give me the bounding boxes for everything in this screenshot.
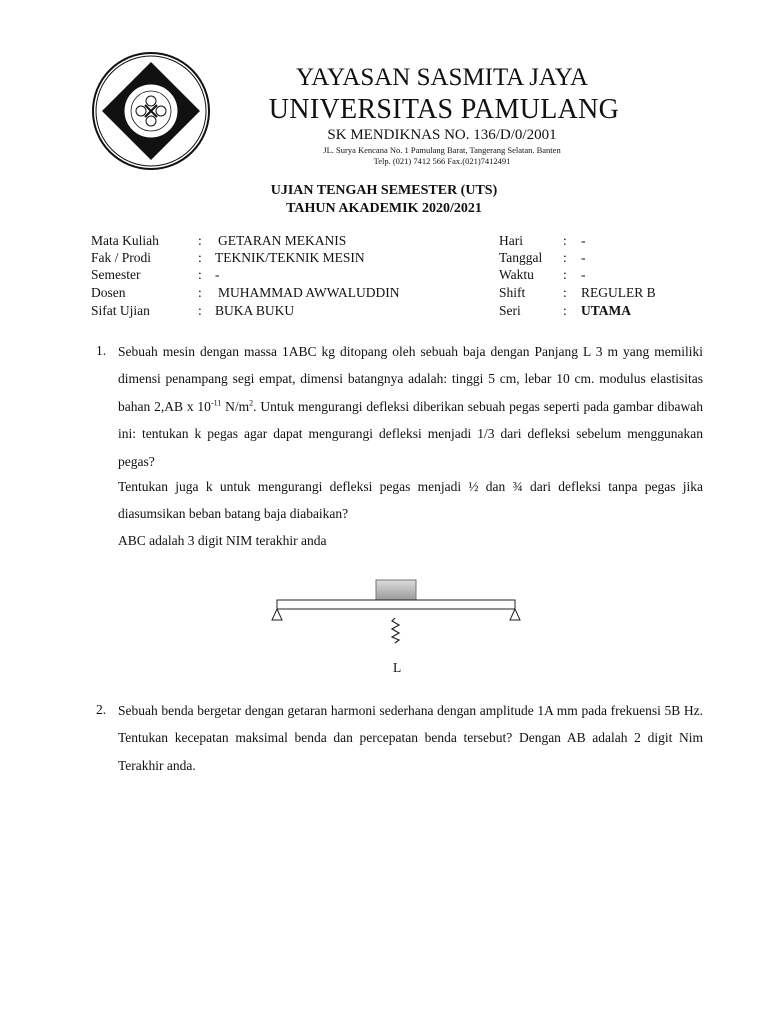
right-support	[510, 609, 520, 620]
spring	[392, 618, 399, 643]
info-label: Waktu	[499, 267, 534, 282]
info-colon: :	[198, 285, 202, 300]
info-label: Mata Kuliah	[91, 233, 159, 248]
info-colon: :	[198, 250, 202, 265]
academic-year: TAHUN AKADEMIK 2020/2021	[286, 201, 482, 216]
info-colon: :	[563, 250, 567, 265]
info-value: -	[581, 233, 586, 248]
question-2-text: Sebuah benda bergetar dengan getaran harmoni sederhana dengan amplitude 1A mm pada frekuensi 5B Hz. Tentukan kecepatan maksimal benda dan percepatan benda tersebut? Dengan AB adalah 2 digit Nim Terakhir anda.	[118, 703, 703, 773]
info-colon: :	[563, 303, 567, 318]
exponent: 2	[249, 398, 254, 408]
info-value: REGULER B	[581, 285, 656, 300]
info-value: -	[581, 267, 586, 282]
decree-number: SK MENDIKNAS NO. 136/D/0/2001	[327, 127, 557, 143]
address: JL. Surya Kencana No. 1 Pamulang Barat, Tangerang Selatan. Banten	[323, 145, 561, 155]
q1-text-c: . Untuk mengurangi defleksi diberikan sebuah pegas seperti pada gambar dibawah ini: tentukan k pegas agar dapat mengurangi defleksi menjadi 1/3 dari defleksi sebelum menggunakan pegas?	[118, 398, 703, 469]
question-number: 2.	[96, 702, 107, 717]
university-name: UNIVERSITAS PAMULANG	[268, 94, 620, 125]
question-1-subpart: Tentukan juga k untuk mengurangi defleksi pegas menjadi ½ dan ¾ dari defleksi tanpa pegas jika diasumsikan beban batang baja diabaikan?	[118, 479, 703, 522]
exam-title: UJIAN TENGAH SEMESTER (UTS)	[270, 183, 498, 198]
info-colon: :	[198, 267, 202, 282]
info-value: TEKNIK/TEKNIK MESIN	[215, 250, 365, 265]
info-label: Tanggal	[499, 250, 543, 265]
info-label: Hari	[499, 233, 523, 248]
mass-block	[376, 580, 416, 600]
info-value: BUKA BUKU	[215, 303, 295, 318]
question-1-text	[118, 338, 703, 475]
exponent: -11	[210, 398, 222, 408]
info-label: Fak / Prodi	[91, 250, 152, 265]
info-colon: :	[198, 303, 202, 318]
info-colon: :	[563, 233, 567, 248]
info-value: GETARAN MEKANIS	[218, 233, 347, 248]
info-label: Semester	[91, 267, 141, 282]
question-number: 1.	[96, 343, 107, 358]
phone-fax: Telp. (021) 7412 566 Fax.(021)7412491	[373, 156, 511, 166]
info-colon: :	[198, 233, 202, 248]
info-label: Sifat Ujian	[91, 303, 150, 318]
info-label: Seri	[499, 303, 521, 318]
left-support	[272, 609, 282, 620]
q1-text-a: Sebuah mesin dengan massa 1ABC kg ditopang oleh sebuah baja dengan Panjang L 3 m yang memiliki dimensi penampang segi empat, dimensi batangnya adalah: tinggi 5 cm, lebar 10 cm. modulus elastisitas bahan 2,AB x 10	[118, 344, 703, 414]
beam	[277, 600, 515, 609]
q1-text-b: N/m	[221, 398, 250, 414]
info-value: UTAMA	[581, 303, 631, 318]
info-colon: :	[563, 267, 567, 282]
question-1-note: ABC adalah 3 digit NIM terakhir anda	[118, 533, 327, 548]
info-value: MUHAMMAD AWWALUDDIN	[218, 285, 400, 300]
info-value: -	[215, 267, 220, 282]
university-logo	[90, 50, 212, 172]
figure-label-length: L	[393, 660, 402, 675]
info-value: -	[581, 250, 586, 265]
info-label: Dosen	[91, 285, 126, 300]
foundation-name: YAYASAN SASMITA JAYA	[295, 64, 589, 91]
info-colon: :	[563, 285, 567, 300]
info-label: Shift	[499, 285, 526, 300]
